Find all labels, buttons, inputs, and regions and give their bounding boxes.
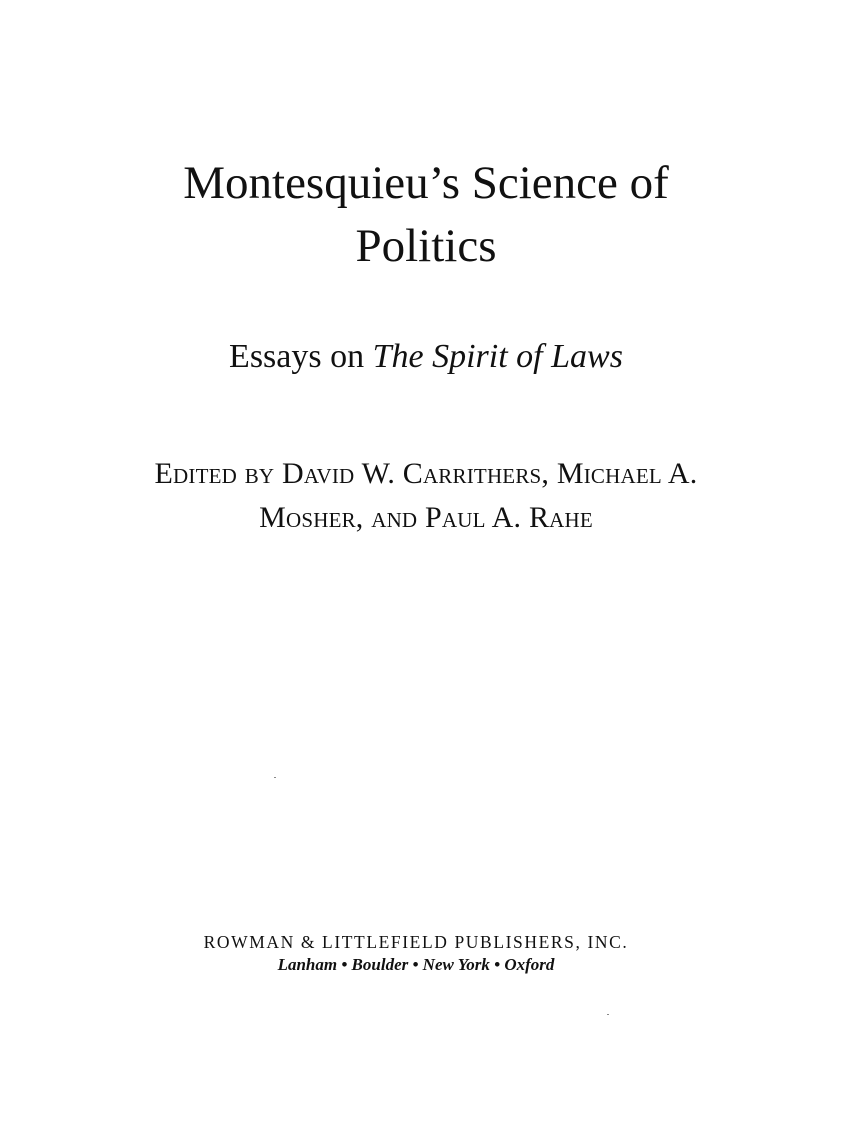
book-subtitle: [0, 335, 852, 379]
editors-line-1: Edited by David W. Carrithers, Michael A.: [154, 457, 698, 490]
book-title: [0, 152, 852, 278]
editors-line-2: Mosher, and Paul A. Rahe: [259, 501, 593, 534]
scan-speck: [607, 1014, 609, 1015]
publisher-cities: Lanham • Boulder • New York • Oxford: [277, 955, 555, 974]
subtitle-prefix: Essays on: [229, 338, 373, 375]
editors-credit: [0, 452, 852, 540]
publisher-name: ROWMAN & LITTLEFIELD PUBLISHERS, INC.: [203, 932, 629, 952]
scan-speck: [274, 777, 276, 778]
book-title-line-2: Politics: [355, 220, 497, 272]
book-title-line-1: Montesquieu’s Science of: [183, 157, 669, 209]
subtitle-italic: The Spirit of Laws: [372, 338, 623, 375]
